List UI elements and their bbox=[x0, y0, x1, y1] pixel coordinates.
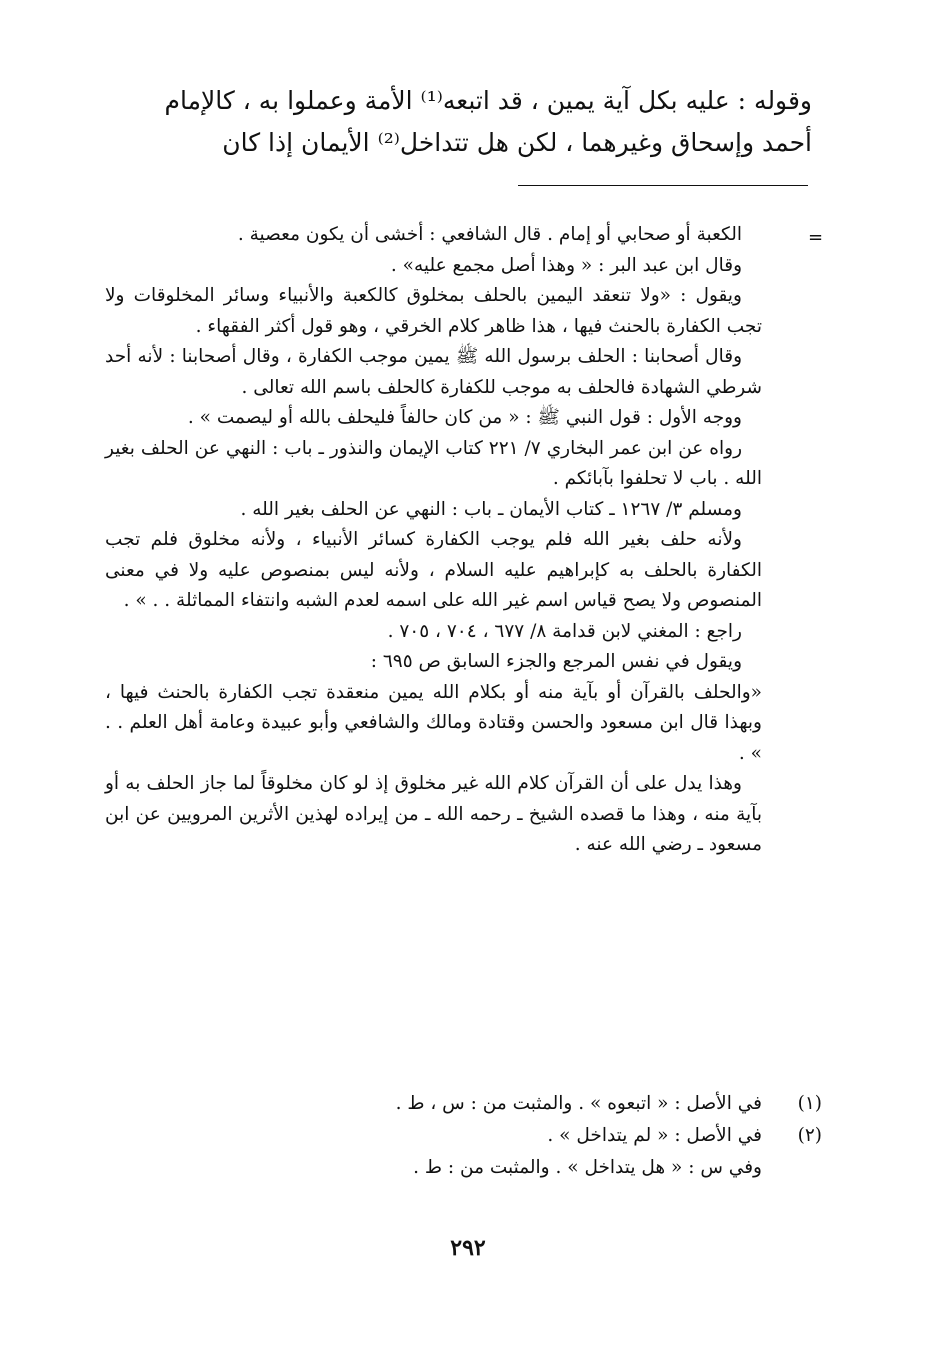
note-paragraph: وقال ابن عبد البر : « وهذا أصل مجمع عليه» . bbox=[390, 254, 742, 276]
footnote-number: (٢) bbox=[797, 1125, 822, 1146]
main-text-line: أحمد وإسحاق وغيرهما ، لكن هل تتداخل⁽²⁾ الأيمان إذا كان bbox=[222, 128, 812, 157]
main-text-line: وقوله : عليه بكل آية يمين ، قد اتبعه⁽¹⁾ الأمة وعملوا به ، كالإمام bbox=[164, 86, 812, 115]
footnote-number: (١) bbox=[797, 1093, 822, 1114]
footnote bbox=[110, 1120, 822, 1152]
main-text bbox=[100, 80, 812, 164]
note-paragraph: ويقول في نفس المرجع والجزء السابق ص ٦٩٥ : bbox=[370, 651, 742, 672]
footnote bbox=[110, 1152, 822, 1184]
note-paragraph: وقال أصحابنا : الحلف برسول الله ﷺ يمين موجب الكفارة ، وقال أصحابنا : لأنه أحد شرطي الشهادة فالحلف به موجب للكفارة كالحلف باسم الله تعالى . bbox=[105, 346, 762, 398]
footnote-text: في الأصل : « اتبعوه » . والمثبت من : س ، ط . bbox=[395, 1093, 762, 1114]
footnote-text: في الأصل : « لم يتداخل » . bbox=[547, 1125, 762, 1146]
note-paragraph: وهذا يدل على أن القرآن كلام الله غير مخلوق إذ لو كان مخلوقاً لما جاز الحلف به أو بآية منه ، وهذا ما قصده الشيخ ـ رحمه الله ـ من إيراده لهذين الأثرين المرويين عن ابن مسعود ـ رضي الله عنه . bbox=[105, 773, 762, 855]
note-paragraph: رواه عن ابن عمر البخاري ٧/ ٢٢١ كتاب الإيمان والنذور ـ باب : النهي عن الحلف بغير الله . باب لا تحلفوا بآبائكم . bbox=[105, 437, 762, 489]
note-paragraph: ووجه الأول : قول النبي ﷺ : « من كان حالفاً فليحلف بالله أو ليصمت » . bbox=[187, 407, 742, 428]
continuation-mark: = bbox=[808, 227, 824, 248]
continued-notes bbox=[105, 220, 762, 861]
footnote bbox=[110, 1088, 822, 1120]
footnotes bbox=[110, 1088, 822, 1184]
note-paragraph: راجع : المغني لابن قدامة ٨/ ٦٧٧ ، ٧٠٤ ، ٧٠٥ . bbox=[387, 620, 742, 642]
footnote-separator bbox=[518, 185, 808, 186]
note-paragraph: ويقول : «ولا تنعقد اليمين بالحلف بمخلوق كالكعبة والأنبياء وسائر المخلوقات ولا تجب الكفارة بالحنث فيها ، هذا ظاهر كلام الخرقي ، وهو قول أكثر الفقهاء . bbox=[105, 285, 762, 337]
footnote-text: وفي س : « هل يتداخل » . والمثبت من : ط . bbox=[413, 1157, 762, 1178]
page-number: ٢٩٢ bbox=[450, 1235, 486, 1261]
footnote-number bbox=[762, 1152, 822, 1184]
note-paragraph: ومسلم ٣/ ١٢٦٧ ـ كتاب الأيمان ـ باب : النهي عن الحلف بغير الله . bbox=[240, 498, 742, 520]
note-paragraph: الكعبة أو صحابي أو إمام . قال الشافعي : أخشى أن يكون معصية . bbox=[237, 224, 742, 245]
note-paragraph: «والحلف بالقرآن أو بآية منه أو بكلام الله يمين منعقدة تجب الكفارة بالحنث فيها ، وبهذا قال ابن مسعود والحسن وقتادة ومالك والشافعي وأبو عبيدة وعامة أهل العلم . . » . bbox=[105, 681, 762, 764]
note-paragraph: ولأنه حلف بغير الله فلم يوجب الكفارة كسائر الأنبياء ، ولأنه مخلوق فلم تجب الكفارة بالحلف به كإبراهيم عليه السلام ، ولأنه ليس بمنصوص عليه ولا في معنى المنصوص ولا يصح قياس اسم غير الله على اسمه لعدم الشبه وانتفاء المماثلة . . » . bbox=[105, 529, 762, 611]
